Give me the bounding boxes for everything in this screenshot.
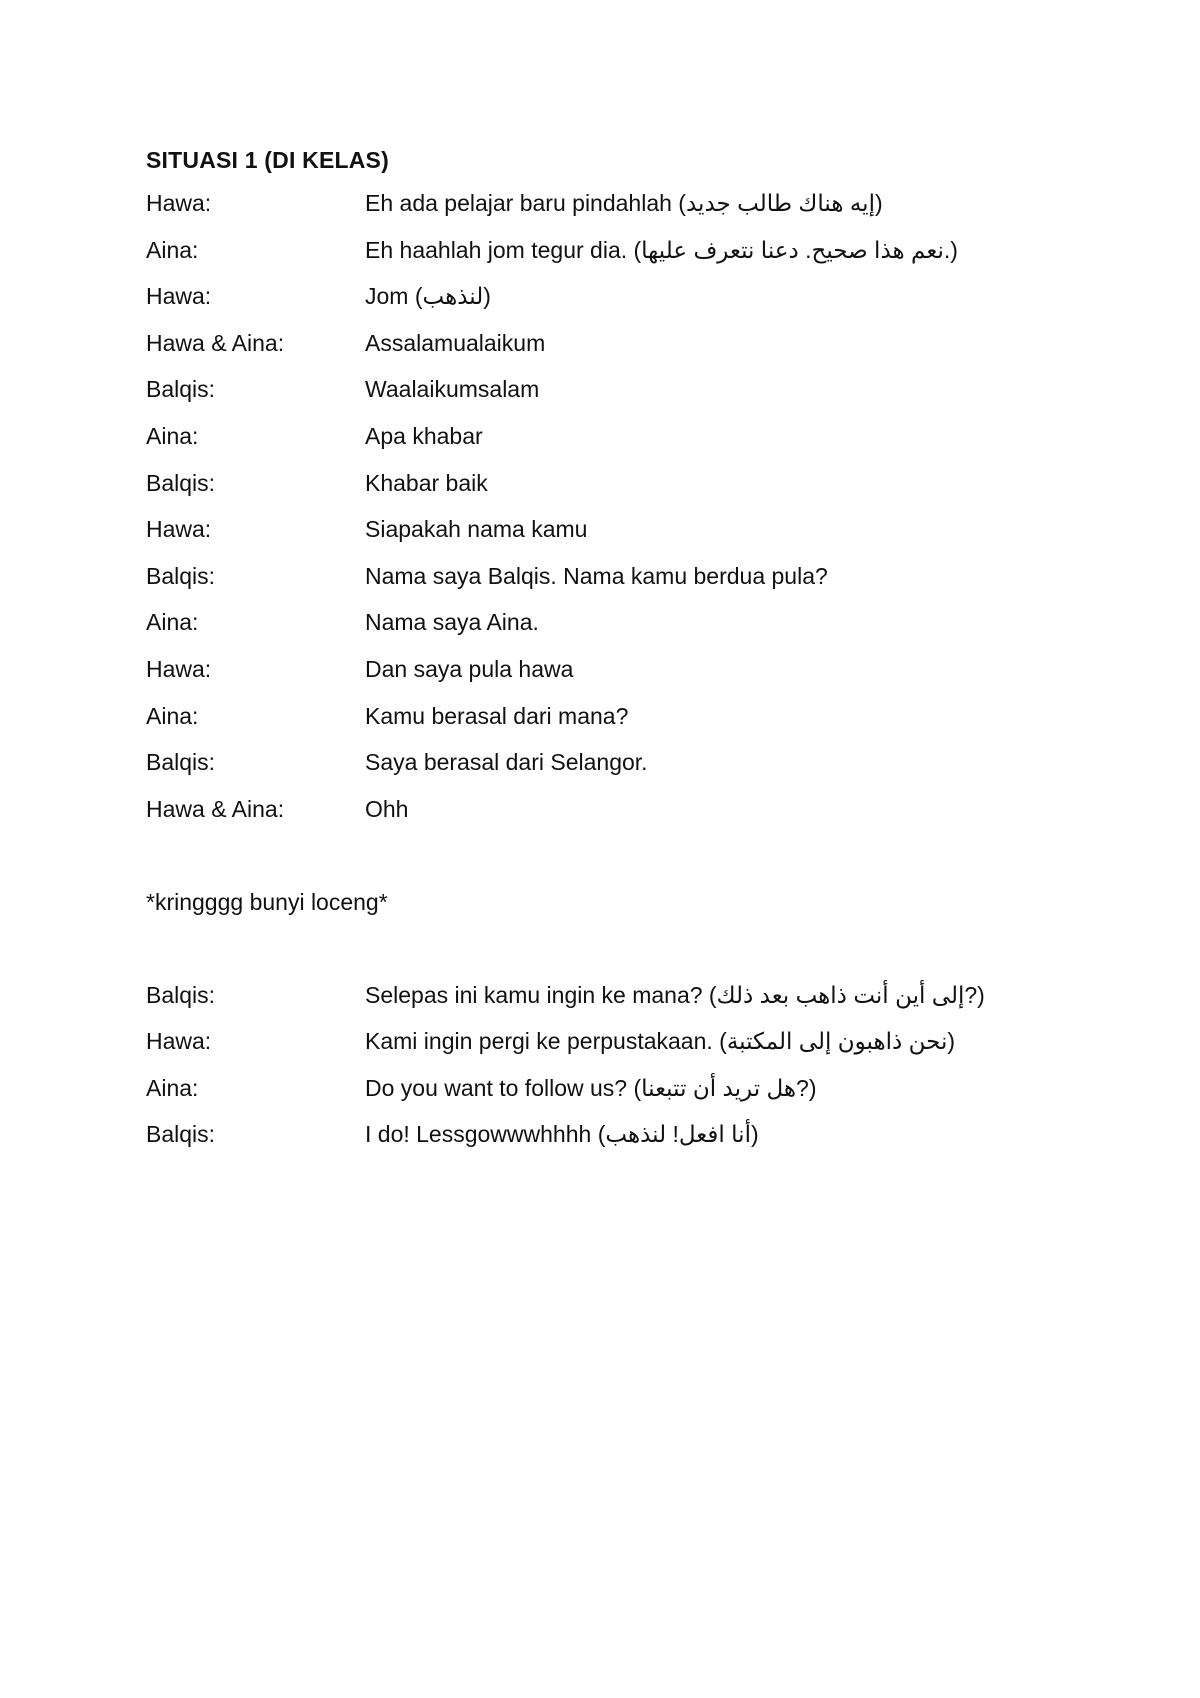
speaker-label: Hawa:: [146, 190, 212, 216]
dialogue-line: [146, 1111, 1106, 1158]
dialogue-line: [146, 366, 1106, 413]
dialogue-text: Apa khabar: [365, 422, 483, 449]
dialogue-line: [146, 786, 1106, 833]
dialogue-line: [146, 553, 1106, 600]
dialogue-text: Assalamualaikum: [365, 329, 546, 356]
speaker-label: Balqis:: [146, 1121, 216, 1148]
dialogue-line: [146, 320, 1106, 367]
speaker-label: Aina:: [146, 236, 199, 263]
dialogue-line: [146, 646, 1106, 693]
speaker-label: Aina:: [146, 422, 199, 449]
dialogue-line: [146, 972, 1106, 1019]
dialogue-text: Saya berasal dari Selangor.: [365, 749, 648, 776]
speaker-label: Hawa & Aina:: [146, 795, 285, 822]
speaker-label: Hawa:: [146, 655, 212, 682]
speaker-label: Aina:: [146, 609, 199, 636]
page-title: SITUASI 1 (DI KELAS): [146, 147, 389, 173]
dialogue-text: Dan saya pula hawa: [365, 655, 574, 682]
speaker-label: Balqis:: [146, 376, 216, 403]
speaker-label: Balqis:: [146, 469, 216, 496]
speaker-label: Hawa:: [146, 283, 212, 310]
stage-direction: *kringggg bunyi loceng*: [146, 888, 388, 915]
speaker-label: Balqis:: [146, 562, 216, 589]
dialogue-line: [146, 599, 1106, 646]
dialogue-text: Nama saya Balqis. Nama kamu berdua pula?: [365, 562, 828, 589]
speaker-label: Hawa:: [146, 516, 212, 543]
dialogue-text: Ohh: [365, 795, 409, 822]
speaker-label: Balqis:: [146, 981, 216, 1008]
dialogue-line: [146, 506, 1106, 553]
dialogue-text: Do you want to follow us? (هل تريد أن تتبعنا?): [365, 1074, 817, 1101]
dialogue-line: [146, 180, 1106, 227]
speaker-label: Hawa & Aina:: [146, 329, 285, 356]
dialogue-line: [146, 227, 1106, 274]
dialogue-text: Kamu berasal dari mana?: [365, 702, 629, 729]
speaker-label: Aina:: [146, 702, 199, 729]
dialogue-text: I do! Lessgowwwhhhh (أنا افعل! لنذهب): [365, 1121, 759, 1148]
dialogue-text: Eh haahlah jom tegur dia. (نعم هذا صحيح. دعنا نتعرف عليها.): [365, 236, 958, 263]
dialogue-text: Khabar baik: [365, 469, 488, 496]
dialogue-text: Jom (لنذهب): [365, 283, 491, 310]
speaker-label: Aina:: [146, 1074, 199, 1101]
dialogue-text: Selepas ini kamu ingin ke mana? (إلى أين أنت ذاهب بعد ذلك?): [365, 981, 985, 1008]
dialogue-line: [146, 693, 1106, 740]
speaker-label: Hawa:: [146, 1028, 212, 1055]
dialogue-line: [146, 1065, 1106, 1112]
dialogue-line: [146, 413, 1106, 460]
document-page: [146, 140, 1106, 1158]
dialogue-text: Siapakah nama kamu: [365, 516, 588, 543]
dialogue-text: Eh ada pelajar baru pindahlah (إيه هناك طالب جديد): [365, 190, 883, 216]
blank-line: [146, 832, 1106, 879]
dialogue-text: Waalaikumsalam: [365, 376, 540, 403]
dialogue-text: Nama saya Aina.: [365, 609, 539, 636]
dialogue-line: [146, 460, 1106, 507]
dialogue-line: [146, 273, 1106, 320]
speaker-label: Balqis:: [146, 749, 216, 776]
dialogue-text: Kami ingin pergi ke perpustakaan. (نحن ذاهبون إلى المكتبة): [365, 1028, 956, 1055]
dialogue-line: [146, 1018, 1106, 1065]
dialogue-section-2: [146, 972, 1106, 1158]
dialogue-line: [146, 739, 1106, 786]
